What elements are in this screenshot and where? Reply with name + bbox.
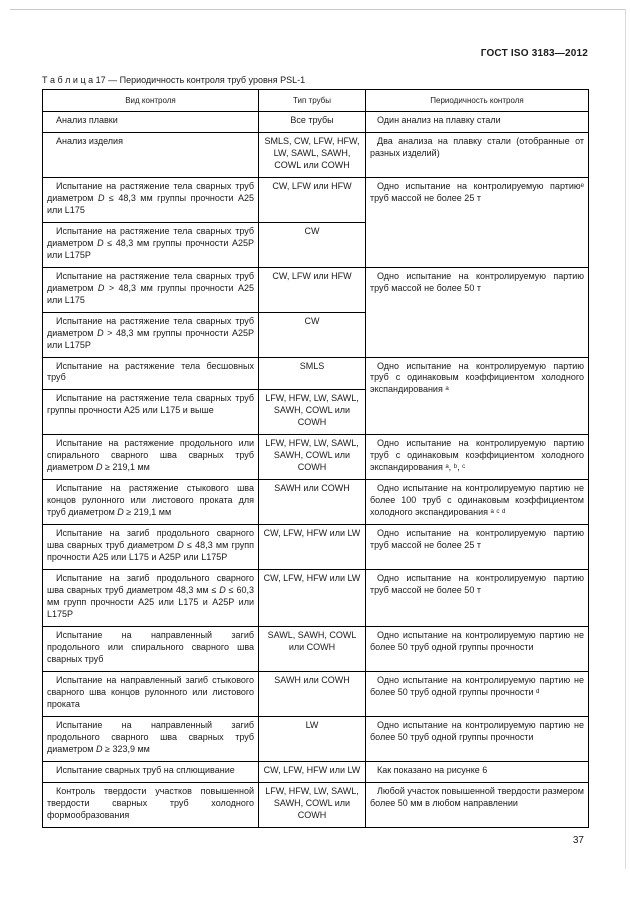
control-type-cell: Контроль твердости участков повышенной твердости сварных труб холодного формообразования bbox=[43, 782, 259, 827]
control-type-cell: Анализ изделия bbox=[43, 132, 259, 177]
pipe-type-cell: CW bbox=[259, 312, 366, 357]
control-type-cell: Испытание на растяжение тела сварных труб диаметром D > 48,3 мм группы прочности А25Р или L175Р bbox=[43, 312, 259, 357]
control-type-cell: Испытание на растяжение стыкового шва концов рулонного или листового проката для труб диаметром D ≥ 219,1 мм bbox=[43, 480, 259, 525]
control-type-cell: Испытание на направленный загиб продольного или спирального сварного шва сварных труб bbox=[43, 626, 259, 671]
table-caption: Т а б л и ц а 17 — Периодичность контроля труб уровня PSL-1 bbox=[42, 75, 306, 85]
pipe-type-cell: LW bbox=[259, 716, 366, 761]
periodicity-cell: Как показано на рисунке 6 bbox=[366, 761, 589, 782]
table-row bbox=[43, 357, 589, 390]
periodicity-cell: Одно испытание на контролируемую партию не более 50 труб одной группы прочности bbox=[366, 716, 589, 761]
control-type-cell: Испытание на растяжение тела сварных труб диаметром D ≤ 48,3 мм группы прочности А25Р или L175Р bbox=[43, 222, 259, 267]
table-row bbox=[43, 525, 589, 570]
pipe-type-cell: SAWH или COWH bbox=[259, 671, 366, 716]
col-header-pipe-type: Тип трубы bbox=[259, 90, 366, 112]
pipe-type-cell: SAWL, SAWH, COWL или COWH bbox=[259, 626, 366, 671]
table-row bbox=[43, 716, 589, 761]
table-row bbox=[43, 435, 589, 480]
control-type-cell: Испытание на растяжение тела сварных труб диаметром D ≤ 48,3 мм группы прочности А25 или L175 bbox=[43, 177, 259, 222]
pipe-type-cell: LFW, HFW, LW, SAWL, SAWH, COWL или COWH bbox=[259, 435, 366, 480]
table-row bbox=[43, 112, 589, 133]
table-row bbox=[43, 782, 589, 827]
table-row bbox=[43, 761, 589, 782]
pipe-type-cell: CW, LFW или HFW bbox=[259, 177, 366, 222]
periodicity-cell: Одно испытание на контролируемую партию труб массой не более 50 т bbox=[366, 267, 589, 357]
table-row bbox=[43, 177, 589, 222]
pipe-type-cell: CW bbox=[259, 222, 366, 267]
periodicity-cell: Одно испытание на контролируемую партию не более 50 труб одной группы прочности bbox=[366, 626, 589, 671]
control-type-cell: Испытание сварных труб на сплющивание bbox=[43, 761, 259, 782]
control-type-cell: Испытание на растяжение тела бесшовных труб bbox=[43, 357, 259, 390]
control-type-cell: Испытание на загиб продольного сварного шва сварных труб диаметром D ≤ 48,3 мм групп прочности А25 или L175 и А25Р или L175Р bbox=[43, 525, 259, 570]
table-row bbox=[43, 626, 589, 671]
periodicity-table bbox=[42, 89, 589, 828]
pipe-type-cell: CW, LFW, HFW или LW bbox=[259, 570, 366, 627]
pipe-type-cell: SMLS, CW, LFW, HFW, LW, SAWL, SAWH, COWL или COWH bbox=[259, 132, 366, 177]
col-header-periodicity: Периодичность контроля bbox=[366, 90, 589, 112]
table-row bbox=[43, 267, 589, 312]
periodicity-cell: Любой участок повышенной твердости размером более 50 мм в любом направлении bbox=[366, 782, 589, 827]
pipe-type-cell: LFW, HFW, LW, SAWL, SAWH, COWL или COWH bbox=[259, 390, 366, 435]
table-row bbox=[43, 671, 589, 716]
pipe-type-cell: LFW, HFW, LW, SAWL, SAWH, COWL или COWH bbox=[259, 782, 366, 827]
control-type-cell: Испытание на загиб продольного сварного шва сварных труб диаметром 48,3 мм ≤ D ≤ 60,3 мм групп прочности А25 или L175 и А25Р или L175Р bbox=[43, 570, 259, 627]
periodicity-cell: Одно испытание на контролируемую партиюᵉ труб массой не более 25 т bbox=[366, 177, 589, 267]
pipe-type-cell: SMLS bbox=[259, 357, 366, 390]
control-type-cell: Анализ плавки bbox=[43, 112, 259, 133]
periodicity-cell: Одно испытание на контролируемую партию не более 100 труб с одинаковым коэффициентом холодного экспандирования ᵃ ᶜ ᵈ bbox=[366, 480, 589, 525]
control-type-cell: Испытание на растяжение продольного или спирального сварного шва сварных труб диаметром D ≥ 219,1 мм bbox=[43, 435, 259, 480]
control-type-cell: Испытание на растяжение тела сварных труб диаметром D > 48,3 мм группы прочности А25 или L175 bbox=[43, 267, 259, 312]
table-row bbox=[43, 132, 589, 177]
control-type-cell: Испытание на направленный загиб продольного сварного шва сварных труб диаметром D ≥ 323,9 мм bbox=[43, 716, 259, 761]
pipe-type-cell: CW, LFW или HFW bbox=[259, 267, 366, 312]
pipe-type-cell: CW, LFW, HFW или LW bbox=[259, 761, 366, 782]
periodicity-cell: Одно испытание на контролируемую партию труб с одинаковым коэффициентом холодного экспандирования ᵃ bbox=[366, 357, 589, 435]
col-header-control-type: Вид контроля bbox=[43, 90, 259, 112]
periodicity-cell: Один анализ на плавку стали bbox=[366, 112, 589, 133]
periodicity-cell: Одно испытание на контролируемую партию труб массой не более 25 т bbox=[366, 525, 589, 570]
pipe-type-cell: CW, LFW, HFW или LW bbox=[259, 525, 366, 570]
pipe-type-cell: SAWH или COWH bbox=[259, 480, 366, 525]
document-title: ГОСТ ISO 3183—2012 bbox=[480, 48, 588, 59]
periodicity-cell: Одно испытание на контролируемую партию труб с одинаковым коэффициентом холодного экспандирования ᵃ, ᵇ, ᶜ bbox=[366, 435, 589, 480]
table-row bbox=[43, 570, 589, 627]
table-row bbox=[43, 480, 589, 525]
periodicity-cell: Одно испытание на контролируемую партию не более 50 труб одной группы прочности ᵈ bbox=[366, 671, 589, 716]
pipe-type-cell: Все трубы bbox=[259, 112, 366, 133]
table-header-row bbox=[43, 90, 589, 112]
periodicity-cell: Два анализа на плавку стали (отобранные от разных изделий) bbox=[366, 132, 589, 177]
page-number: 37 bbox=[572, 834, 584, 846]
control-type-cell: Испытание на направленный загиб стыкового сварного шва концов рулонного или листового проката bbox=[43, 671, 259, 716]
periodicity-cell: Одно испытание на контролируемую партию труб массой не более 50 т bbox=[366, 570, 589, 627]
table-body bbox=[43, 112, 589, 828]
control-type-cell: Испытание на растяжение тела сварных труб группы прочности А25 или L175 и выше bbox=[43, 390, 259, 435]
